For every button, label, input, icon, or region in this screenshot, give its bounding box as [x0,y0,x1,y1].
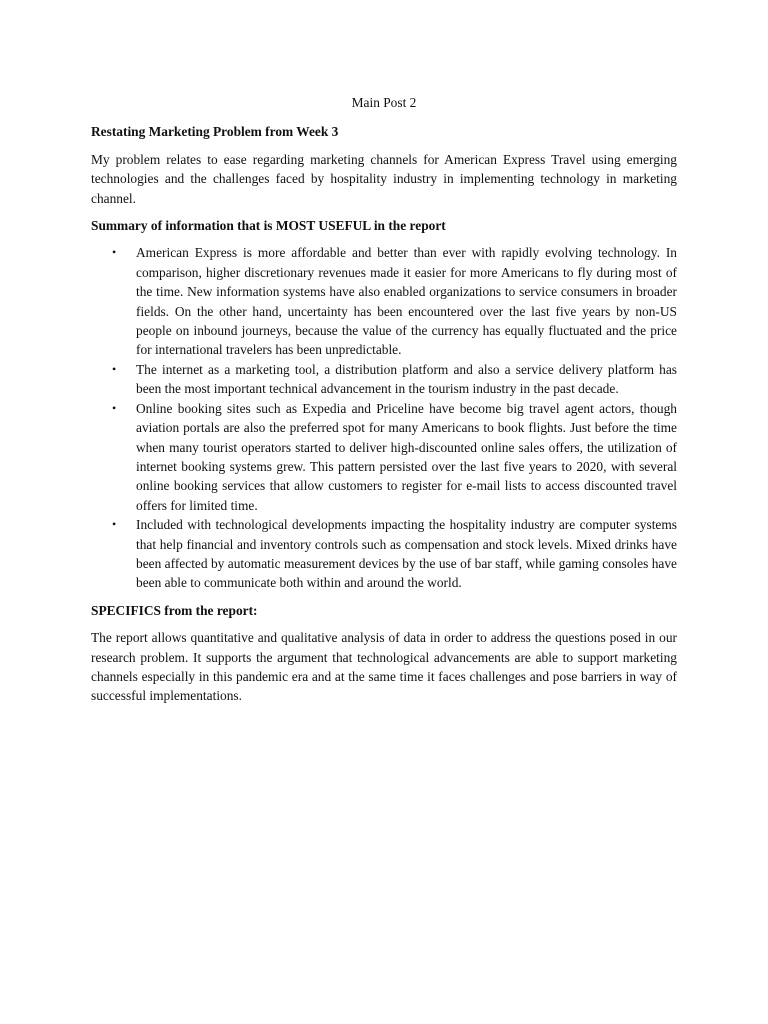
list-item [91,243,677,359]
bullet-text: Included with technological developments impacting the hospitality industry are computer systems that help financial and inventory controls such as compensation and stock levels. Mixed drinks have been affected by automatic measurement devices by the use of bar staff, while gaming consoles have been able to communicate both within and around the world. [136,517,677,591]
specifics-paragraph: The report allows quantitative and qualitative analysis of data in order to address the questions posed in our research problem. It supports the argument that technological advancements are able to support marketing channels especially in this pandemic era and at the same time it faces challenges and pose barriers in way of successful implementations. [91,630,677,704]
restating-paragraph: My problem relates to ease regarding marketing channels for American Express Travel using emerging technologies and the challenges faced by hospitality industry in implementing technology in marketing channel. [91,151,677,206]
list-item [91,515,677,593]
bullet-icon: • [112,517,117,532]
document-page [91,93,677,714]
summary-heading: Summary of information that is MOST USEFUL in the report [91,218,446,234]
list-item [91,399,677,515]
document-title: Main Post 2 [351,95,417,110]
bullet-icon: • [112,245,117,260]
bullet-text: American Express is more affordable and better than ever with rapidly evolving technology. In comparison, higher discretionary revenues made it easier for more Americans to fly during most of the time. New information systems have also enabled organizations to service consumers in broader fields. On the other hand, uncertainty has been encountered over the last five years by non-US people on inbound journeys, because the value of the currency has equally fluctuated and the price for international travelers has been unpredictable. [136,245,677,358]
bullet-icon: • [112,400,117,415]
specifics-heading: SPECIFICS from the report: [91,602,258,618]
summary-bullet-list [91,243,677,592]
bullet-icon: • [112,361,117,376]
bullet-text: The internet as a marketing tool, a distribution platform and also a service delivery platform has been the most important technical advancement in the tourism industry in the past decade. [136,361,677,397]
bullet-text: Online booking sites such as Expedia and Priceline have become big travel agent actors, though aviation portals are also the preferred spot for many Americans to book flights. Just before the time when many tourist operators started to deliver high-discounted online sales offers, the utilization of internet booking systems grew. This pattern persisted over the last five years to 2020, with several online booking services that allow customers to register for e-mail lists to access discounted travel offers for limited time. [136,400,677,513]
restating-heading: Restating Marketing Problem from Week 3 [91,124,339,140]
list-item [91,360,677,399]
